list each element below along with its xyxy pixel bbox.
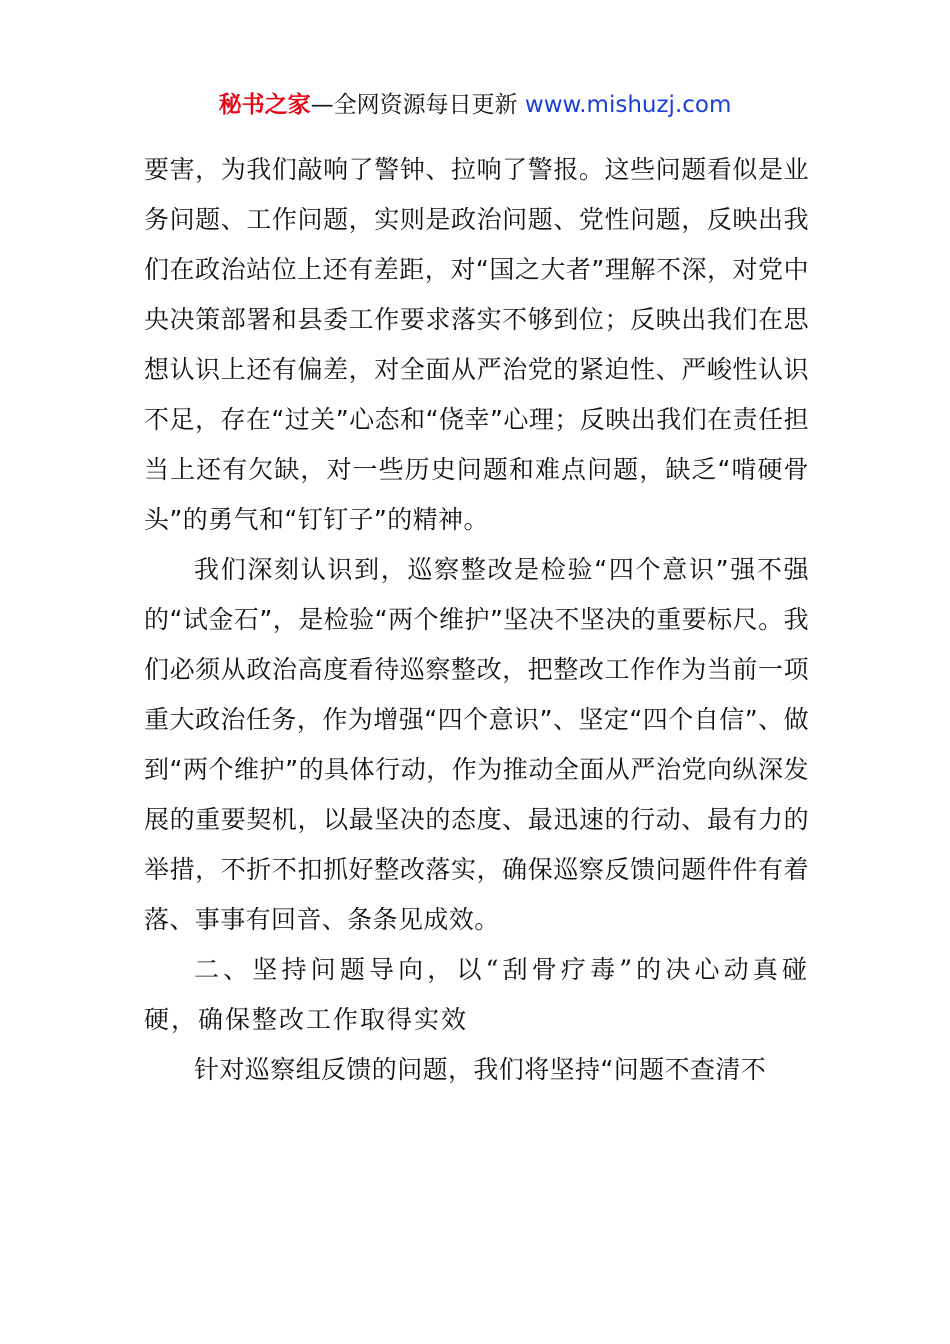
site-tagline: —全网资源每日更新 (310, 92, 518, 118)
paragraph: 我们深刻认识到，巡察整改是检验“四个意识”强不强的“试金石”，是检验“两个维护”坚决不坚决的重要标尺。我们必须从政治高度看待巡察整改，把整改工作作为当前一项重大政治任务，作为增强“四个意识”、坚定“四个自信”、做到“两个维护”的具体行动，作为推动全面从严治党向纵深发展的重要契机，以最坚决的态度、最迅速的行动、最有力的举措，不折不扣抓好整改落实，确保巡察反馈问题件件有着落、事事有回音、条条见成效。 (144, 555, 809, 934)
document-body (144, 145, 809, 1095)
paragraph-continued: 要害，为我们敲响了警钟、拉响了警报。这些问题看似是业务问题、工作问题，实则是政治问题、党性问题，反映出我们在政治站位上还有差距，对“国之大者”理解不深，对党中央决策部署和县委工作要求落实不够到位；反映出我们在思想认识上还有偏差，对全面从严治党的紧迫性、严峻性认识不足，存在“过关”心态和“侥幸”心理；反映出我们在责任担当上还有欠缺，对一些历史问题和难点问题，缺乏“啃硬骨头”的勇气和“钉钉子”的精神。 (144, 155, 809, 534)
site-url-link[interactable]: www.mishuzj.com (524, 92, 732, 118)
paragraph: 针对巡察组反馈的问题，我们将坚持“问题不查清不 (194, 1055, 767, 1084)
site-brand: 秘书之家 (218, 92, 311, 118)
section-heading: 二、坚持问题导向，以“刮骨疗毒”的决心动真碰硬，确保整改工作取得实效 (144, 955, 809, 1034)
page-header (0, 88, 950, 122)
